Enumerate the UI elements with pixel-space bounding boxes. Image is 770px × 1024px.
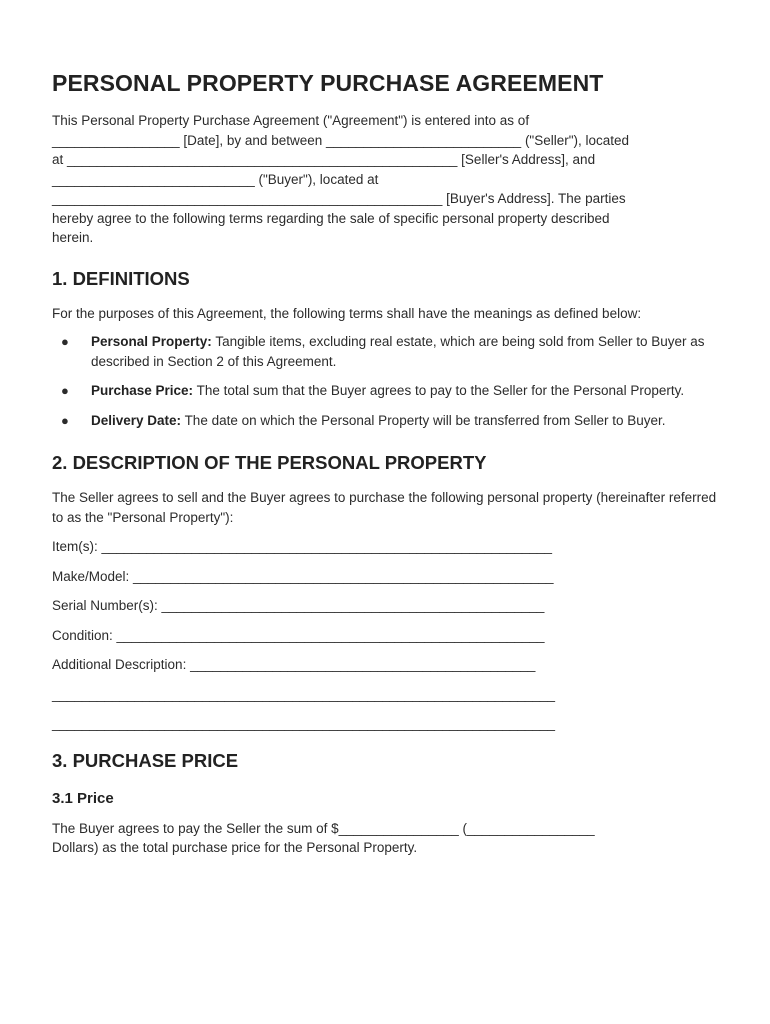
intro-paragraph bbox=[52, 111, 722, 248]
definition-text: Tangible items, excluding real estate, which are being sold from Seller to Buyer as described in Section 2 of this Agreement. bbox=[91, 334, 705, 369]
condition-field: Condition: _________________________________________________________ bbox=[52, 627, 545, 643]
additional-description-field: Additional Description: ______________________________________________ bbox=[52, 657, 536, 672]
bullet-icon: ● bbox=[61, 334, 69, 349]
intro-line: This Personal Property Purchase Agreement ("Agreement") is entered into as of bbox=[52, 113, 530, 128]
price-line: Dollars) as the total purchase price for the Personal Property. bbox=[52, 840, 418, 855]
price-line: The Buyer agrees to pay the Seller the sum of $________________ (_________________ bbox=[52, 820, 595, 836]
definition-text: The total sum that the Buyer agrees to pay to the Seller for the Personal Property. bbox=[196, 383, 685, 398]
definition-text: The date on which the Personal Property will be transferred from Seller to Buyer. bbox=[184, 412, 666, 428]
items-field: Item(s): ____________________________________________________________ bbox=[52, 539, 552, 554]
definition-term: Purchase Price: bbox=[91, 383, 194, 398]
bullet-icon: ● bbox=[61, 383, 69, 398]
document-title: PERSONAL PROPERTY PURCHASE AGREEMENT bbox=[52, 70, 604, 96]
intro-line: ____________________________________________________ [Buyer's Address]. The parties bbox=[52, 191, 626, 206]
definitions-intro: For the purposes of this Agreement, the following terms shall have the meanings as defined below: bbox=[52, 305, 642, 321]
section-heading-description: 2. DESCRIPTION OF THE PERSONAL PROPERTY bbox=[52, 452, 487, 473]
definitions-list bbox=[52, 332, 722, 430]
blank-line: ___________________________________________________________________ bbox=[52, 686, 556, 702]
intro-line: _________________ [Date], by and between __________________________ ("Seller"), located bbox=[52, 132, 630, 148]
intro-line: herein. bbox=[52, 230, 94, 245]
price-paragraph bbox=[52, 819, 722, 858]
section-heading-purchase-price: 3. PURCHASE PRICE bbox=[52, 749, 239, 771]
intro-line: ___________________________ ("Buyer"), located at bbox=[52, 171, 379, 187]
intro-line: at ____________________________________________________ [Seller's Address], and bbox=[52, 152, 596, 167]
blank-line: ___________________________________________________________________ bbox=[52, 716, 556, 731]
definition-term: Personal Property: bbox=[91, 334, 212, 349]
section-heading-definitions: 1. DEFINITIONS bbox=[52, 267, 190, 289]
list-item bbox=[52, 411, 722, 431]
list-item bbox=[52, 332, 722, 371]
intro-line: hereby agree to the following terms regarding the sale of specific personal property described bbox=[52, 210, 610, 226]
property-fields bbox=[52, 537, 722, 734]
document-page bbox=[52, 70, 722, 858]
bullet-icon: ● bbox=[61, 412, 69, 428]
definition-term: Delivery Date: bbox=[91, 412, 182, 428]
make-model-field: Make/Model: ________________________________________________________ bbox=[52, 568, 554, 584]
serial-number-field: Serial Number(s): ___________________________________________________ bbox=[52, 598, 545, 613]
subheading-price: 3.1 Price bbox=[52, 789, 114, 807]
list-item bbox=[52, 381, 722, 401]
description-intro: The Seller agrees to sell and the Buyer agrees to purchase the following personal property (hereinafter referred to as the "Personal Property"): bbox=[52, 490, 717, 525]
